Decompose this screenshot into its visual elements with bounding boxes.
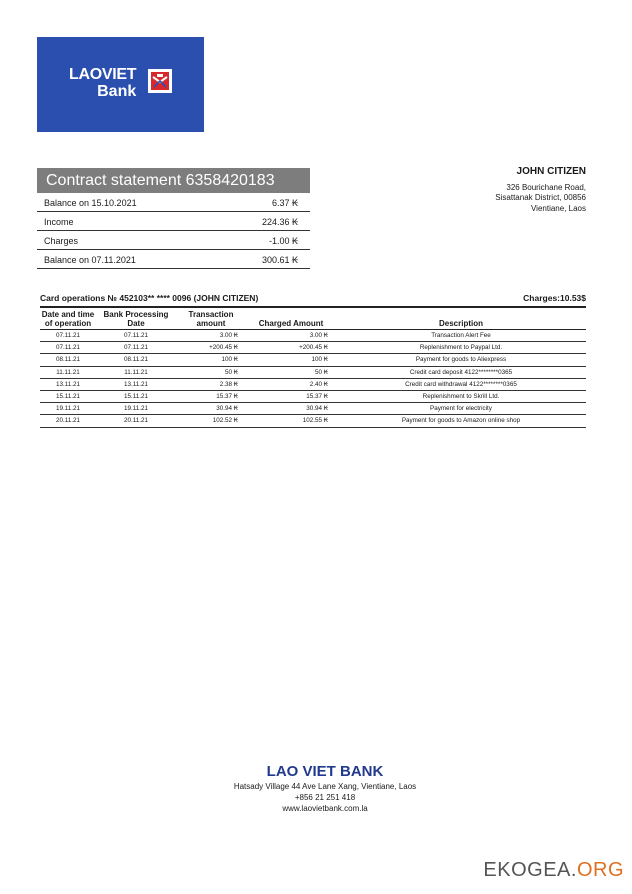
cell-date: 13.11.21 bbox=[40, 378, 96, 390]
column-header-description: Description bbox=[336, 307, 586, 330]
statement-title: Contract statement 6358420183 bbox=[37, 168, 310, 193]
statement-row bbox=[37, 212, 310, 231]
cell-description: Transaction Alert Fee bbox=[336, 330, 586, 342]
cell-processing-date: 20.11.21 bbox=[96, 415, 176, 427]
customer-address-line: Sisattanak District, 00856 bbox=[495, 193, 586, 202]
cell-transaction-amount: 30.94 ₭ bbox=[176, 403, 246, 415]
table-row bbox=[40, 354, 586, 366]
cell-date: 19.11.21 bbox=[40, 403, 96, 415]
statement-row bbox=[37, 193, 310, 212]
cell-description: Replenishment to Skrill Ltd. bbox=[336, 390, 586, 402]
cell-processing-date: 19.11.21 bbox=[96, 403, 176, 415]
cell-processing-date: 07.11.21 bbox=[96, 342, 176, 354]
card-operations-header bbox=[40, 292, 586, 306]
statement-row-value: 224.36 ₭ bbox=[261, 217, 298, 227]
cell-processing-date: 08.11.21 bbox=[96, 354, 176, 366]
cell-charged-amount: 102.55 ₭ bbox=[246, 415, 336, 427]
logo-line-2: Bank bbox=[97, 83, 137, 100]
cell-date: 07.11.21 bbox=[40, 342, 96, 354]
bank-footer bbox=[0, 762, 632, 814]
table-row bbox=[40, 378, 586, 390]
statement-row-label: Balance on 15.10.2021 bbox=[44, 198, 137, 208]
cell-charged-amount: 50 ₭ bbox=[246, 366, 336, 378]
column-header-date: Date and time of operation bbox=[40, 307, 96, 330]
customer-address-block bbox=[495, 167, 586, 214]
statement-row-label: Charges bbox=[44, 236, 79, 246]
cell-processing-date: 11.11.21 bbox=[96, 366, 176, 378]
customer-address-line: Vientiane, Laos bbox=[530, 203, 586, 213]
cell-transaction-amount: 2.38 ₭ bbox=[176, 378, 246, 390]
cell-processing-date: 07.11.21 bbox=[96, 330, 176, 342]
cell-description: Payment for goods to Aliexpress bbox=[336, 354, 586, 366]
table-row bbox=[40, 330, 586, 342]
cell-processing-date: 13.11.21 bbox=[96, 378, 176, 390]
cell-date: 20.11.21 bbox=[40, 415, 96, 427]
cell-description: Credit card withdrawal 4122********0365 bbox=[336, 378, 586, 390]
statement-row-label: Balance on 07.11.2021 bbox=[44, 255, 136, 265]
cell-charged-amount: 30.94 ₭ bbox=[246, 403, 336, 415]
statement-row bbox=[37, 231, 310, 250]
cell-transaction-amount: 100 ₭ bbox=[176, 354, 246, 366]
statement-row bbox=[37, 250, 310, 269]
cell-date: 11.11.21 bbox=[40, 366, 96, 378]
cell-charged-amount: 2.40 ₭ bbox=[246, 378, 336, 390]
footer-bank-name: LAO VIET BANK bbox=[266, 763, 384, 780]
cell-transaction-amount: 3.00 ₭ bbox=[176, 330, 246, 342]
cell-charged-amount: 100 ₭ bbox=[246, 354, 336, 366]
operations-table bbox=[40, 306, 586, 428]
statement-row-value: 300.61 ₭ bbox=[261, 255, 298, 265]
watermark-prefix: EKOGEA. bbox=[483, 859, 577, 881]
bank-logo bbox=[37, 37, 204, 132]
table-row bbox=[40, 403, 586, 415]
column-header-transaction-amount: Transaction amount bbox=[176, 307, 246, 330]
card-charges: Charges:10.53$ bbox=[523, 293, 586, 303]
cell-description: Replenishment to Paypal Ltd. bbox=[336, 342, 586, 354]
table-row bbox=[40, 415, 586, 427]
statement-row-value: -1.00 ₭ bbox=[268, 236, 298, 246]
cell-description: Credit card deposit 4122********0365 bbox=[336, 366, 586, 378]
cell-transaction-amount: 50 ₭ bbox=[176, 366, 246, 378]
cell-charged-amount: 3.00 ₭ bbox=[246, 330, 336, 342]
statement-row-value: 6.37 ₭ bbox=[271, 198, 298, 208]
cell-processing-date: 15.11.21 bbox=[96, 390, 176, 402]
column-header-charged-amount: Charged Amount bbox=[246, 307, 336, 330]
statement-row-label: Income bbox=[44, 217, 74, 227]
cell-transaction-amount: 102.52 ₭ bbox=[176, 415, 246, 427]
cell-transaction-amount: +200.45 ₭ bbox=[176, 342, 246, 354]
cell-description: Payment for goods to Amazon online shop bbox=[336, 415, 586, 427]
cell-date: 15.11.21 bbox=[40, 390, 96, 402]
cell-charged-amount: 15.37 ₭ bbox=[246, 390, 336, 402]
card-operations-label: Card operations № 452103** **** 0096 (JOHN CITIZEN) bbox=[40, 293, 259, 303]
cell-transaction-amount: 15.37 ₭ bbox=[176, 390, 246, 402]
logo-emblem-icon bbox=[148, 69, 172, 99]
customer-address-line: 326 Bourichane Road, bbox=[506, 182, 586, 192]
table-header-row bbox=[40, 307, 586, 330]
watermark bbox=[483, 859, 624, 882]
logo-line-1: LAOVIET bbox=[69, 66, 137, 83]
contract-statement bbox=[37, 168, 310, 269]
logo-wordmark bbox=[69, 66, 136, 100]
footer-phone: +856 21 251 418 bbox=[294, 793, 356, 802]
table-row bbox=[40, 390, 586, 402]
footer-website: www.laovietbank.com.la bbox=[282, 804, 368, 813]
column-header-processing-date: Bank Processing Date bbox=[96, 307, 176, 330]
cell-date: 07.11.21 bbox=[40, 330, 96, 342]
footer-address: Hatsady Village 44 Ave Lane Xang, Vientiane, Laos bbox=[233, 782, 417, 791]
cell-charged-amount: +200.45 ₭ bbox=[246, 342, 336, 354]
table-row bbox=[40, 366, 586, 378]
watermark-suffix: ORG bbox=[576, 859, 624, 881]
cell-date: 08.11.21 bbox=[40, 354, 96, 366]
table-row bbox=[40, 342, 586, 354]
cell-description: Payment for electricity bbox=[336, 403, 586, 415]
customer-name: JOHN CITIZEN bbox=[516, 166, 586, 177]
